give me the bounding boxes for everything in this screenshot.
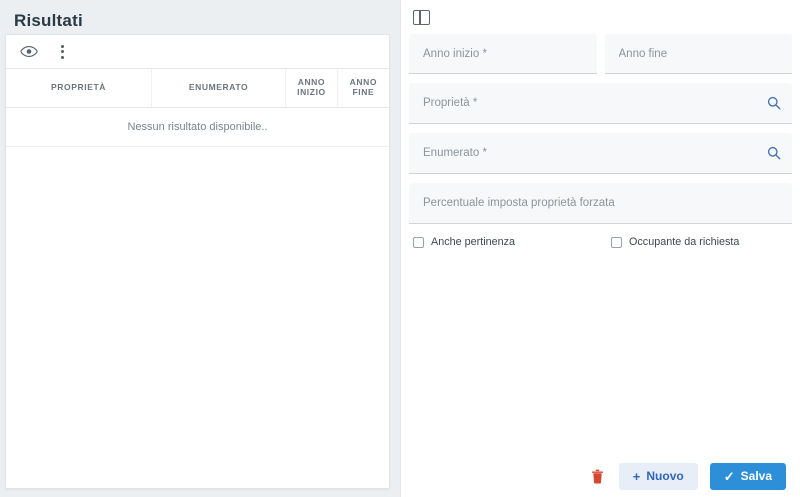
enumerato-row <box>409 133 792 174</box>
column-header-anno-fine[interactable]: ANNO FINE <box>337 69 389 107</box>
column-header-anno-inizio[interactable]: ANNO INIZIO <box>286 69 338 107</box>
proprieta-field[interactable] <box>409 83 792 124</box>
percentuale-input[interactable] <box>421 196 780 210</box>
form-footer <box>401 455 800 497</box>
results-card <box>5 34 390 489</box>
empty-state-row <box>6 107 389 146</box>
detail-toolbar <box>401 0 800 28</box>
table-body <box>6 107 389 146</box>
anno-fine-field[interactable] <box>605 34 793 74</box>
proprieta-input[interactable] <box>421 96 780 110</box>
page-title: Risultati <box>14 11 83 30</box>
eye-icon[interactable] <box>18 41 40 63</box>
results-toolbar <box>6 35 389 69</box>
checkbox-box-icon[interactable] <box>413 237 424 248</box>
kebab-menu-icon[interactable] <box>54 41 70 63</box>
new-button-label: Nuovo <box>646 469 684 483</box>
checkbox-label: Occupante da richiesta <box>629 236 740 248</box>
percentuale-row <box>409 183 792 224</box>
results-table <box>6 69 389 147</box>
search-icon[interactable] <box>767 96 781 110</box>
empty-state-message: Nessun risultato disponibile.. <box>6 107 389 146</box>
new-button[interactable] <box>619 463 698 490</box>
check-icon: ✓ <box>723 468 735 484</box>
save-button[interactable] <box>710 463 786 490</box>
percentuale-field[interactable] <box>409 183 792 224</box>
proprieta-row <box>409 83 792 124</box>
column-header-proprieta[interactable]: PROPRIETÀ <box>6 69 152 107</box>
trash-icon[interactable] <box>588 466 607 487</box>
enumerato-field[interactable] <box>409 133 792 174</box>
search-icon[interactable] <box>767 146 781 160</box>
column-header-enumerato[interactable]: ENUMERATO <box>152 69 286 107</box>
anno-fine-input[interactable] <box>617 47 781 61</box>
checkbox-box-icon[interactable] <box>611 237 622 248</box>
enumerato-input[interactable] <box>421 146 780 160</box>
detail-form <box>401 28 800 248</box>
detail-form-panel <box>400 0 800 497</box>
plus-icon: + <box>632 468 641 484</box>
split-panel-icon[interactable] <box>413 10 430 25</box>
years-row <box>409 34 792 74</box>
anno-inizio-field[interactable] <box>409 34 597 74</box>
save-button-label: Salva <box>740 469 772 483</box>
checkbox-row <box>409 236 792 248</box>
checkbox-occupante-da-richiesta[interactable] <box>611 236 739 248</box>
anno-inizio-input[interactable] <box>421 47 585 61</box>
checkbox-label: Anche pertinenza <box>431 236 516 248</box>
checkbox-anche-pertinenza[interactable] <box>413 236 611 248</box>
table-header <box>6 69 389 107</box>
